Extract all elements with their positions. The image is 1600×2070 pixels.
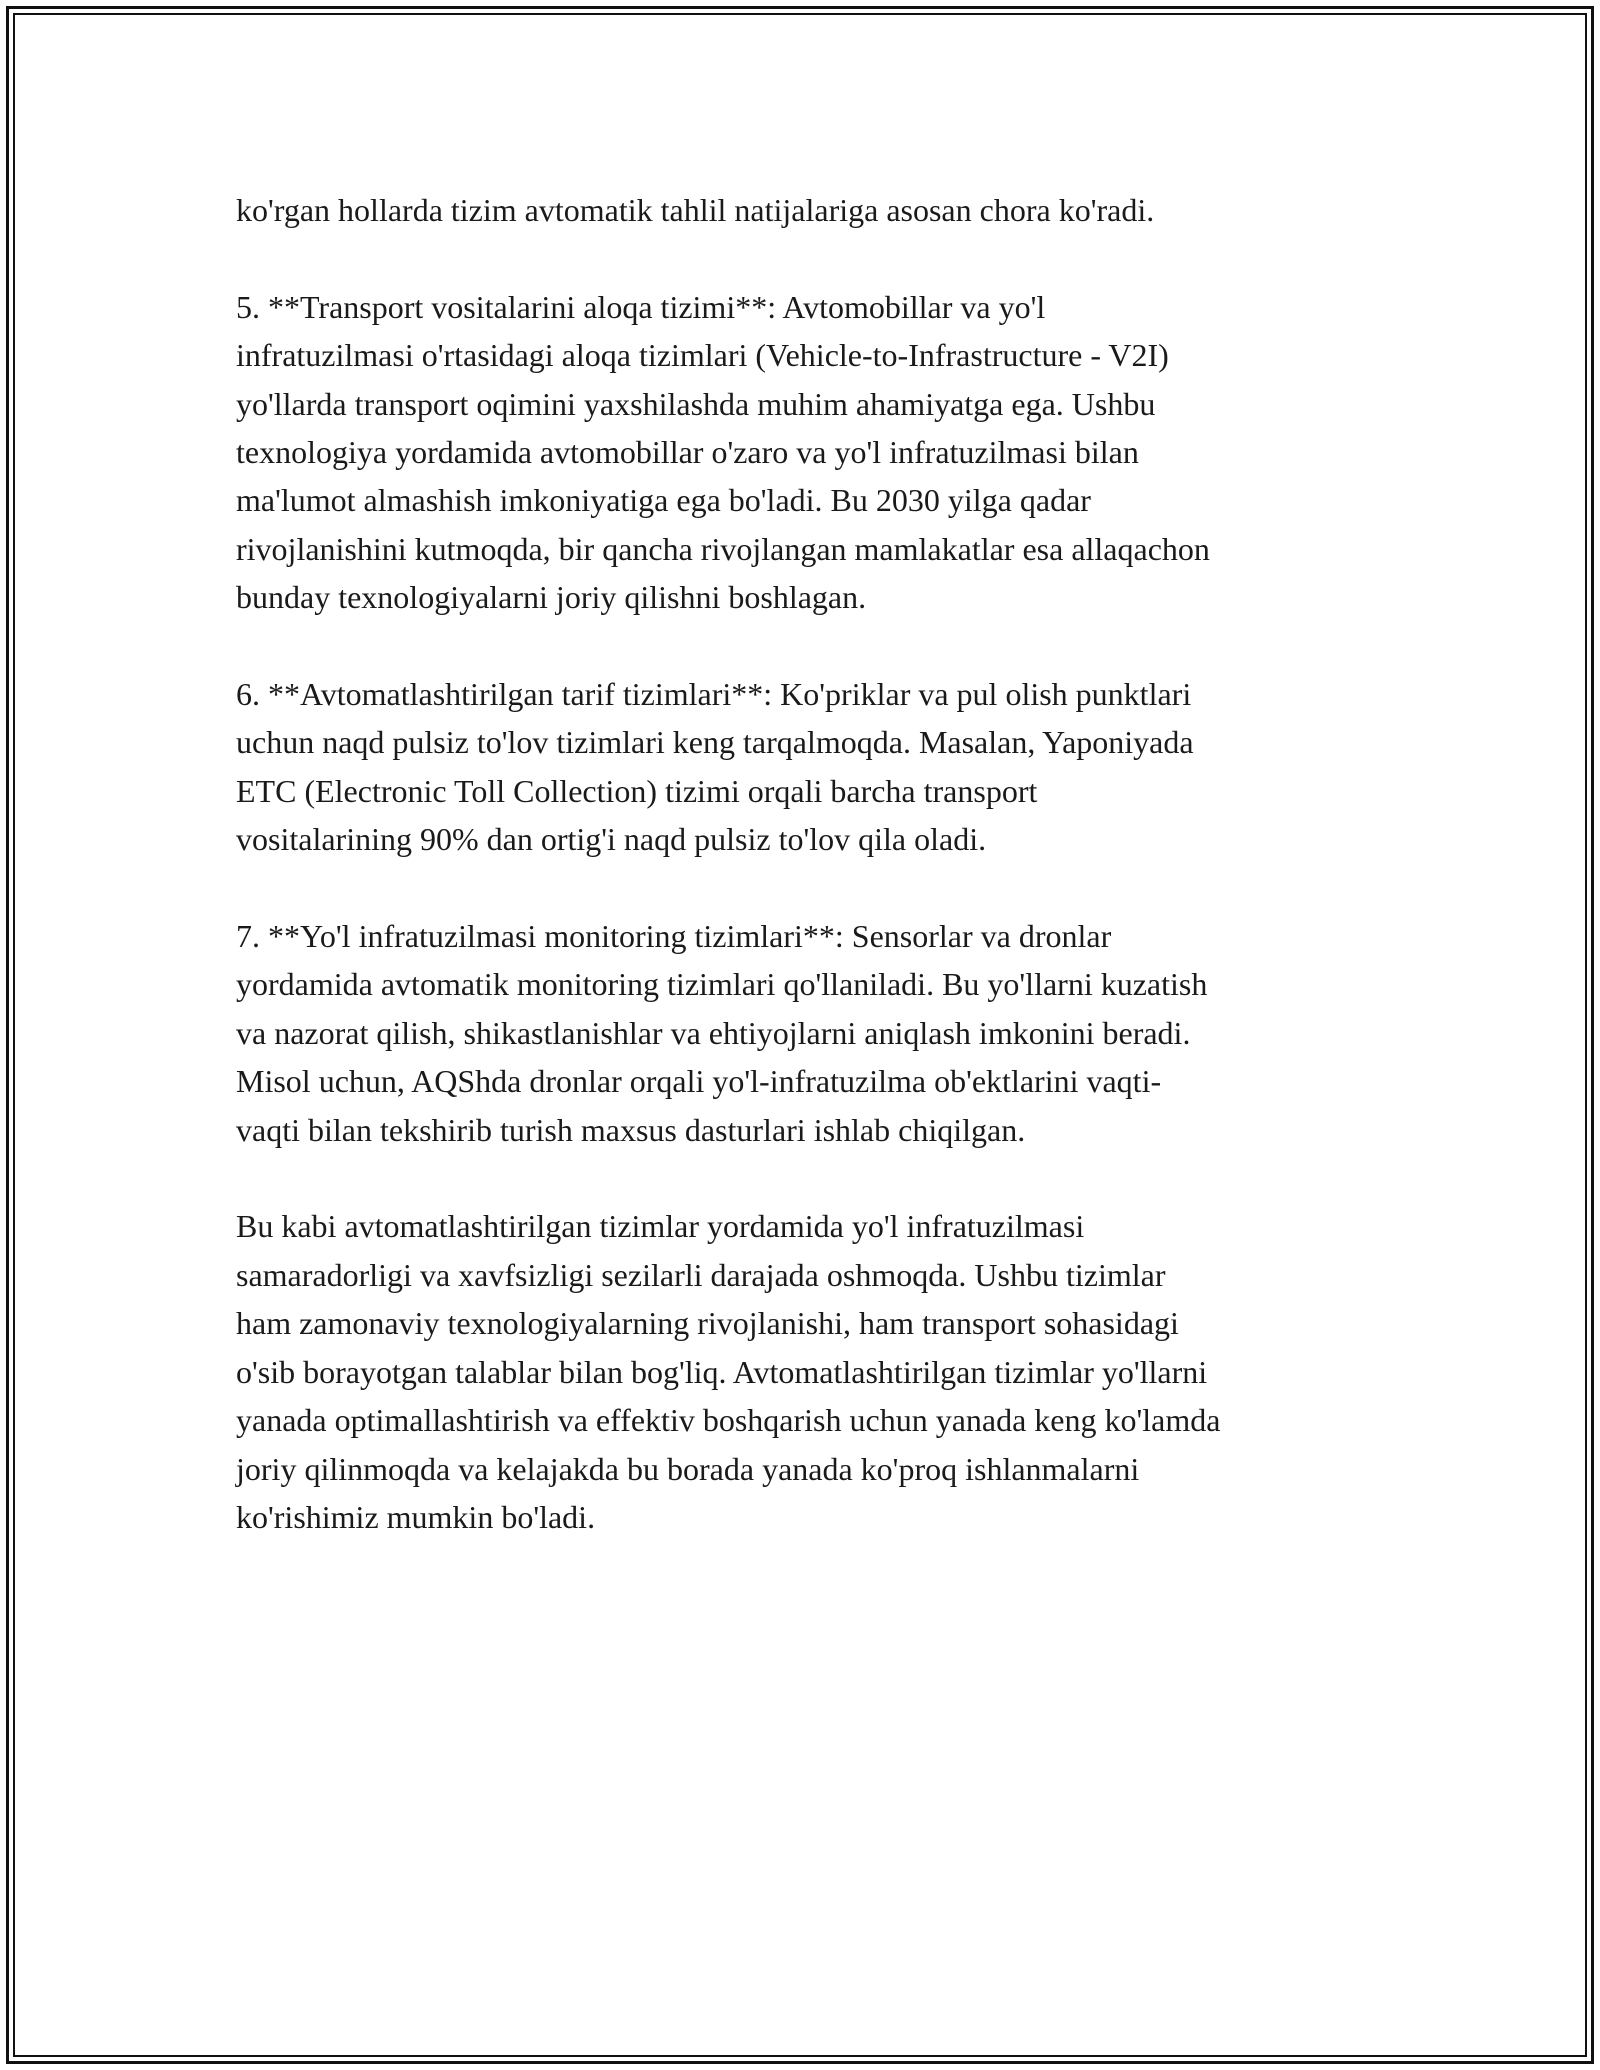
paragraph-item-5-v2i: 5. **Transport vositalarini aloqa tizimi**: Avtomobillar va yo'l infratuzilmasi o'rtasidagi aloqa tizimlari (Vehicle-to-Infrastructure - V2I) yo'llarda transport oqimini yaxshilashda muhim ahamiyatga ega. Ushbu texnologiya yordamida avtomobillar o'zaro va yo'l infratuzilmasi bilan ma'lumot almashish imkoniyatiga ega bo'ladi. Bu 2030 yilga qadar rivojlanishini kutmoqda, bir qancha rivojlangan mamlakatlar esa allaqachon bunday texnologiyalarni joriy qilishni boshlagan. (236, 288, 1210, 616)
document-body (236, 186, 1386, 1590)
paragraph-conclusion: Bu kabi avtomatlashtirilgan tizimlar yordamida yo'l infratuzilmasi samaradorligi va xavfsizligi sezilarli darajada oshmoqda. Ushbu tizimlar ham zamonaviy texnologiyalarning rivojlanishi, ham transport sohasidagi o'sib borayotgan talablar bilan bog'liq. Avtomatlashtirilgan tizimlar yo'llarni yanada optimallashtirish va effektiv boshqarish uchun yanada keng ko'lamda joriy qilinmoqda va kelajakda bu borada yanada ko'proq ishlanmalarni ko'rishimiz mumkin bo'ladi. (236, 1208, 1221, 1535)
paragraph-item-6-toll: 6. **Avtomatlashtirilgan tarif tizimlari**: Ko'priklar va pul olish punktlari uchun naqd pulsiz to'lov tizimlari keng tarqalmoqda. Masalan, Yaponiyada ETC (Electronic Toll Collection) tizimi orqali barcha transport vositalarining 90% dan ortig'i naqd pulsiz to'lov qila oladi. (236, 676, 1194, 858)
paragraph-item-7-monitoring: 7. **Yo'l infratuzilmasi monitoring tizimlari**: Sensorlar va dronlar yordamida avtomatik monitoring tizimlari qo'llaniladi. Bu yo'llarni kuzatish va nazorat qilish, shikastlanishlar va ehtiyojlarni aniqlash imkonini beradi. Misol uchun, AQShda dronlar orqali yo'l-infratuzilma ob'ektlarini vaqti- vaqti bilan tekshirib turish maxsus dasturlari ishlab chiqilgan. (236, 918, 1208, 1148)
paragraph-continuation: ko'rgan hollarda tizim avtomatik tahlil natijalariga asosan chora ko'radi. (236, 192, 1155, 228)
